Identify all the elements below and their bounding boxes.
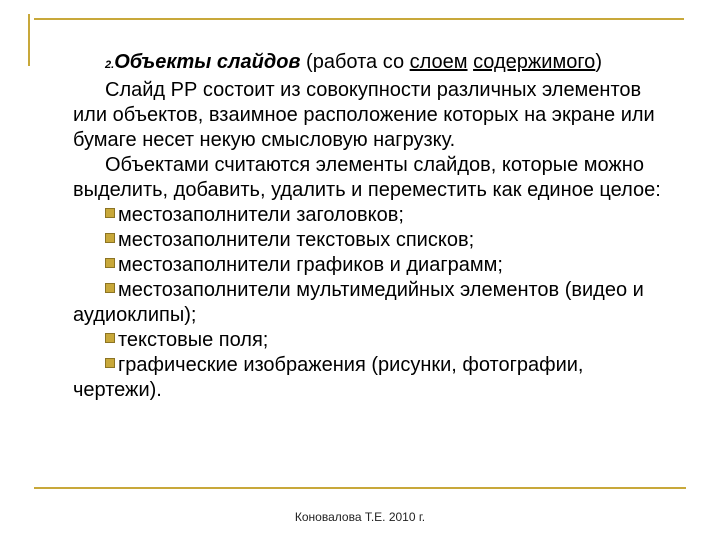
list-item xyxy=(73,203,673,228)
square-bullet-icon xyxy=(105,283,115,293)
frame-top-line xyxy=(34,18,684,20)
frame-bottom-line xyxy=(34,487,686,489)
heading-link-part2[interactable]: содержимого xyxy=(473,51,596,73)
list-item-text: местозаполнители графиков и диаграмм; xyxy=(118,254,503,276)
slide-heading xyxy=(73,50,673,78)
square-bullet-icon xyxy=(105,258,115,268)
heading-paren-open: (работа со xyxy=(300,51,410,73)
objects-list xyxy=(73,203,673,403)
list-item xyxy=(73,328,673,353)
square-bullet-icon xyxy=(105,358,115,368)
list-item-text: текстовые поля; xyxy=(118,329,269,351)
heading-link-part1[interactable]: слоем xyxy=(409,51,468,73)
square-bullet-icon xyxy=(105,233,115,243)
list-item xyxy=(73,278,673,328)
list-item-text: местозаполнители мультимедийных элементов (видео и аудиоклипы); xyxy=(73,279,644,326)
frame-left-line xyxy=(28,14,30,66)
list-item xyxy=(73,228,673,253)
heading-title: Объекты слайдов xyxy=(114,51,301,73)
list-item-text: местозаполнители текстовых списков; xyxy=(118,229,475,251)
slide-content xyxy=(73,50,673,403)
square-bullet-icon xyxy=(105,333,115,343)
heading-paren-close: ) xyxy=(595,51,602,73)
list-item-text: графические изображения (рисунки, фотографии, чертежи). xyxy=(73,354,584,401)
square-bullet-icon xyxy=(105,208,115,218)
list-item xyxy=(73,353,673,403)
list-item-text: местозаполнители заголовков; xyxy=(118,204,404,226)
list-item xyxy=(73,253,673,278)
heading-number: 2. xyxy=(105,59,115,71)
paragraph-2: Объектами считаются элементы слайдов, которые можно выделить, добавить, удалить и переместить как единое целое: xyxy=(73,154,661,201)
slide-footer: Коновалова Т.Е. 2010 г. xyxy=(294,510,426,524)
paragraph-1: Слайд РР состоит из совокупности различных элементов или объектов, взаимное расположение которых на экране или бумаге несет некую смысловую нагрузку. xyxy=(73,79,655,151)
